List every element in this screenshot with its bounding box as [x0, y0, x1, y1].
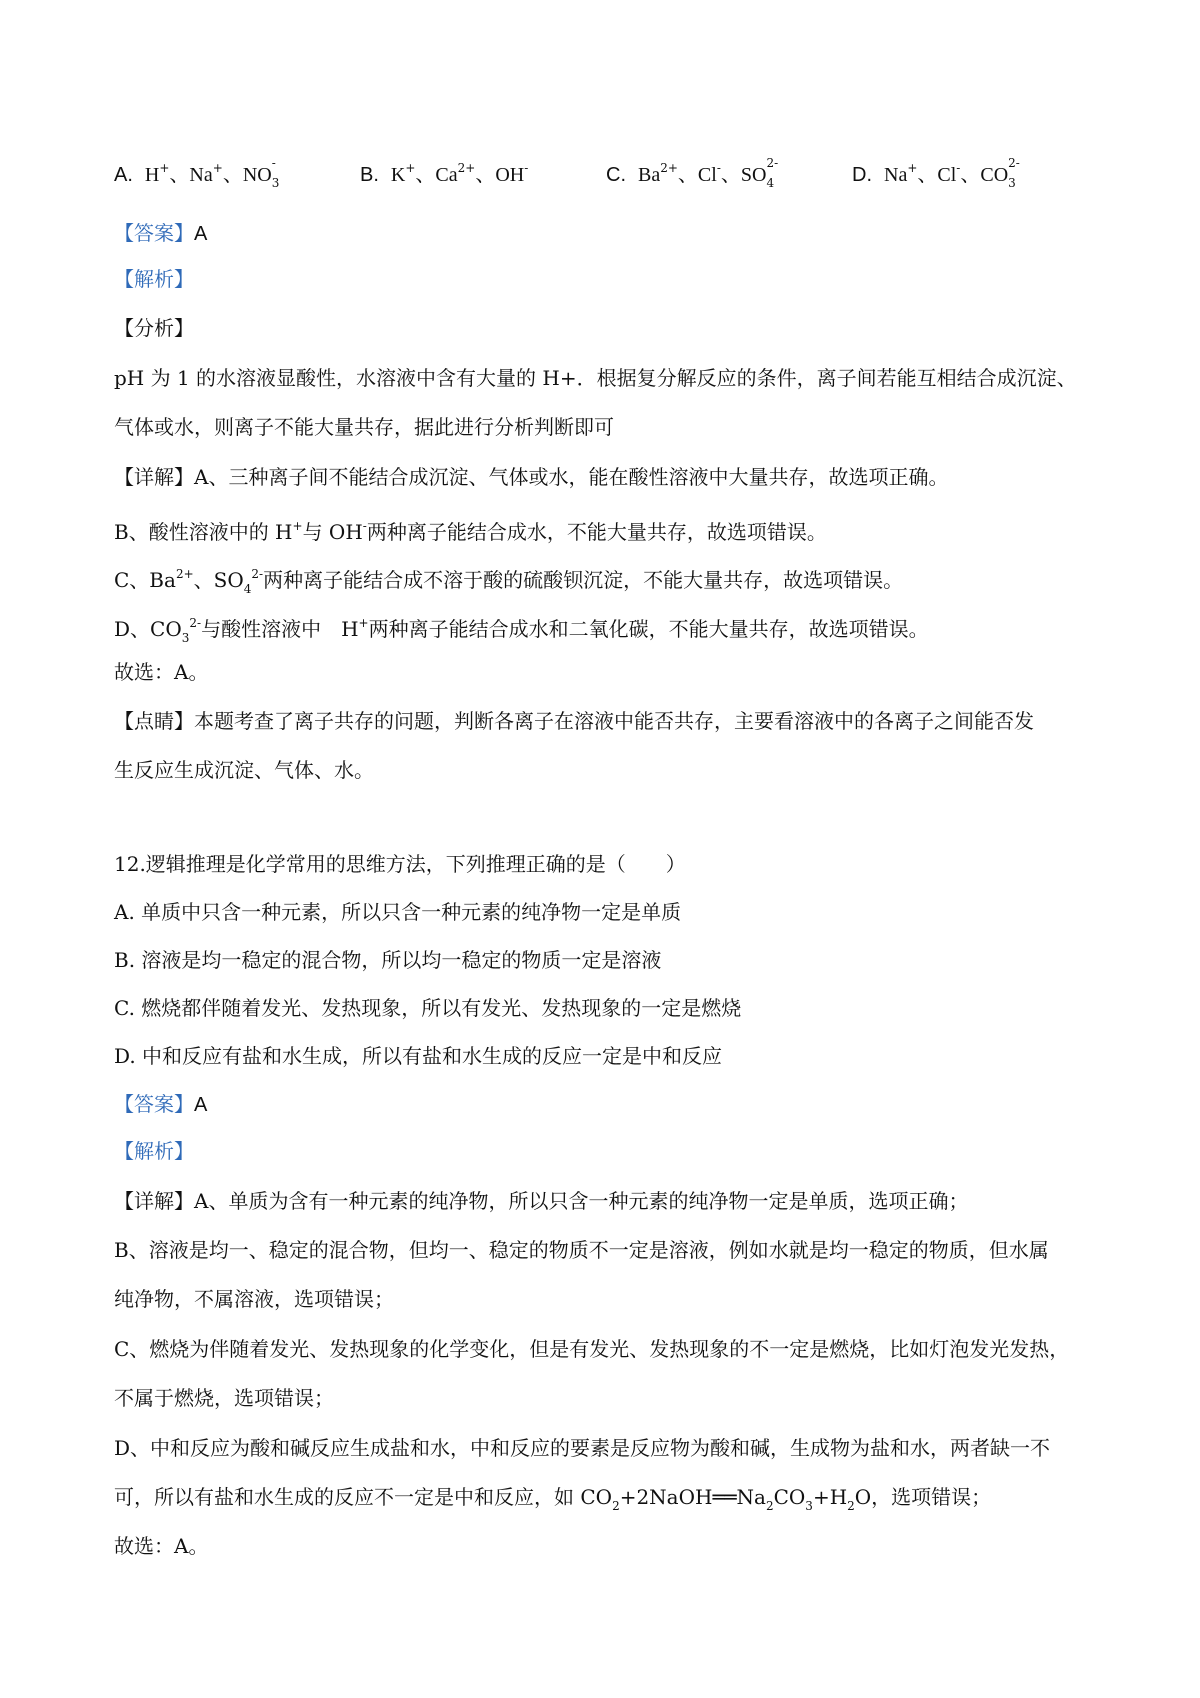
ion-sub-sup [271, 155, 286, 190]
q12-detail-c-line-2: 不属于燃烧，选项错误； [114, 1386, 334, 1410]
q12-detail-b-line-2: 纯净物，不属溶液，选项错误； [114, 1287, 394, 1311]
subscript: 2 [765, 1499, 774, 1513]
separator: 、 [917, 162, 938, 186]
ion-symbol: Cl [937, 164, 957, 186]
text-span: O，选项错误； [854, 1485, 992, 1509]
text-span: 与 OH [302, 520, 363, 544]
q11-answer-line [114, 219, 207, 248]
ion-subscript: 3 [181, 631, 190, 645]
ion-charge: 2+ [457, 161, 476, 175]
q11-option-c [606, 155, 780, 190]
q12-stem: 12.逻辑推理是化学常用的思维方法，下列推理正确的是（ ） [114, 852, 686, 876]
option-label: C. [606, 164, 626, 186]
subscript: 3 [805, 1499, 813, 1513]
q12-option-b: B. 溶液是均一稳定的混合物，所以均一稳定的物质一定是溶液 [114, 948, 662, 972]
ion-symbol: SO [740, 164, 767, 186]
text-span: C、Ba [114, 568, 176, 592]
option-label: D. [852, 164, 872, 186]
text-span: 两种离子能结合成水和二氧化碳，不能大量共存，故选项错误。 [368, 617, 929, 641]
q12-detail-c-line-1: C、燃烧为伴随着发光、发热现象的化学变化，但是有发光、发热现象的不一定是燃烧，比如灯泡发光发热， [114, 1337, 1070, 1361]
subscript: 2 [847, 1499, 855, 1513]
ion-symbol: Ca [435, 164, 458, 186]
answer-value: A [194, 1094, 208, 1116]
ion-symbol: Ba [638, 164, 661, 186]
ion-subscript: 4 [766, 175, 775, 190]
ion-charge: + [159, 161, 170, 175]
ion-charge: + [405, 161, 416, 175]
q11-option-d [852, 155, 1022, 190]
text-span: 、SO [193, 568, 244, 592]
ion-charge: + [212, 161, 223, 175]
q11-options-row [0, 155, 1200, 198]
answer-tag: 【答案】 [114, 221, 194, 245]
q11-fenxi-heading: 【分析】 [114, 316, 194, 340]
text-span: B、酸性溶液中的 H [114, 520, 293, 544]
q11-point-line-2: 生反应生成沉淀、气体、水。 [114, 758, 374, 782]
q12-option-c: C. 燃烧都伴随着发光、发热现象，所以有发光、发热现象的一定是燃烧 [114, 996, 742, 1020]
option-label: B. [360, 164, 379, 186]
ion-sub-sup [766, 155, 780, 190]
separator: 、 [720, 162, 741, 186]
ion-symbol: K [390, 164, 406, 186]
q12-option-a: A. 单质中只含一种元素，所以只含一种元素的纯净物一定是单质 [114, 900, 682, 924]
ion-symbol: Na [189, 164, 213, 186]
text-span: 可，所以有盐和水生成的反应不一定是中和反应，如 CO [114, 1485, 613, 1509]
ion-symbol: CO [980, 164, 1009, 186]
ion-charge: 2+ [175, 567, 194, 581]
text-span: +2NaOH══Na [619, 1485, 766, 1509]
ion-symbol: NO [242, 164, 272, 186]
q11-point-line-1: 【点睛】本题考查了离子共存的问题，判断各离子在溶液中能否共存，主要看溶液中的各离子之间能否发 [114, 709, 1034, 733]
ion-sub-sup [1008, 155, 1022, 190]
q11-analysis-line-2: 气体或水，则离子不能大量共存，据此进行分析判断即可 [114, 415, 614, 439]
separator: 、 [222, 162, 243, 186]
separator: 、 [677, 162, 698, 186]
ion-charge: 2- [189, 616, 202, 630]
ion-subscript: 3 [271, 175, 280, 190]
ion-symbol: Na [884, 164, 908, 186]
q11-detail-d [114, 609, 929, 652]
ion-charge: + [907, 161, 918, 175]
answer-value: A [194, 223, 208, 245]
q12-detail-a: 【详解】A、单质为含有一种元素的纯净物，所以只含一种元素的纯净物一定是单质，选项正确； [114, 1189, 969, 1213]
answer-tag: 【答案】 [114, 1092, 194, 1116]
text-span: +H [812, 1485, 848, 1509]
q12-analysis-tag: 【解析】 [114, 1139, 194, 1163]
text-span: 两种离子能结合成不溶于酸的硫酸钡沉淀，不能大量共存，故选项错误。 [263, 568, 904, 592]
text-span: 两种离子能结合成水，不能大量共存，故选项错误。 [366, 520, 827, 544]
ion-symbol: OH [495, 164, 525, 186]
ion-charge: - [362, 519, 367, 533]
q11-detail-a: 【详解】A、三种离子间不能结合成沉淀、气体或水，能在酸性溶液中大量共存，故选项正确。 [114, 465, 949, 489]
ion-charge: - [956, 161, 961, 175]
ion-symbol: Cl [697, 164, 717, 186]
q11-option-b [360, 158, 528, 187]
separator: 、 [960, 162, 981, 186]
q11-detail-c [114, 560, 903, 603]
q12-answer-line [114, 1090, 207, 1119]
text-span: 与酸性溶液中 H [201, 617, 359, 641]
q11-choose: 故选：A。 [114, 660, 209, 684]
separator: 、 [475, 162, 496, 186]
ion-charge: + [292, 519, 303, 533]
ion-charge: - [271, 155, 276, 170]
q11-detail-b [114, 512, 827, 546]
text-span: D、CO [114, 617, 182, 641]
q12-detail-b-line-1: B、溶液是均一、稳定的混合物，但均一、稳定的物质不一定是溶液，例如水就是均一稳定的物质，但水属 [114, 1238, 1049, 1262]
q11-analysis-tag: 【解析】 [114, 267, 194, 291]
q12-detail-d-line-2 [114, 1483, 991, 1520]
separator: 、 [415, 162, 436, 186]
ion-charge: 2- [766, 155, 779, 170]
text-span: CO [773, 1485, 806, 1509]
ion-charge: 2+ [660, 161, 678, 175]
q11-option-a [114, 155, 286, 190]
q12-detail-d-line-1: D、中和反应为酸和碱反应生成盐和水，中和反应的要素是反应物为酸和碱，生成物为盐和水，两者缺一不 [114, 1436, 1051, 1460]
ion-charge: 2- [1008, 155, 1020, 170]
ion-charge: - [524, 161, 529, 175]
q12-option-d: D. 中和反应有盐和水生成，所以有盐和水生成的反应一定是中和反应 [114, 1044, 723, 1068]
ion-charge: - [716, 161, 721, 175]
ion-subscript: 4 [243, 582, 252, 596]
ion-subscript: 3 [1008, 175, 1016, 190]
q11-analysis-line-1: pH 为 1 的水溶液显酸性，水溶液中含有大量的 H+．根据复分解反应的条件，离子间若能互相结合成沉淀、 [114, 366, 1077, 390]
separator: 、 [169, 162, 190, 186]
option-label: A. [114, 164, 133, 186]
ion-charge: + [358, 616, 369, 630]
subscript: 2 [612, 1499, 620, 1513]
ion-charge: 2- [251, 567, 264, 581]
q12-choose: 故选：A。 [114, 1534, 209, 1558]
ion-symbol: H [144, 164, 160, 186]
